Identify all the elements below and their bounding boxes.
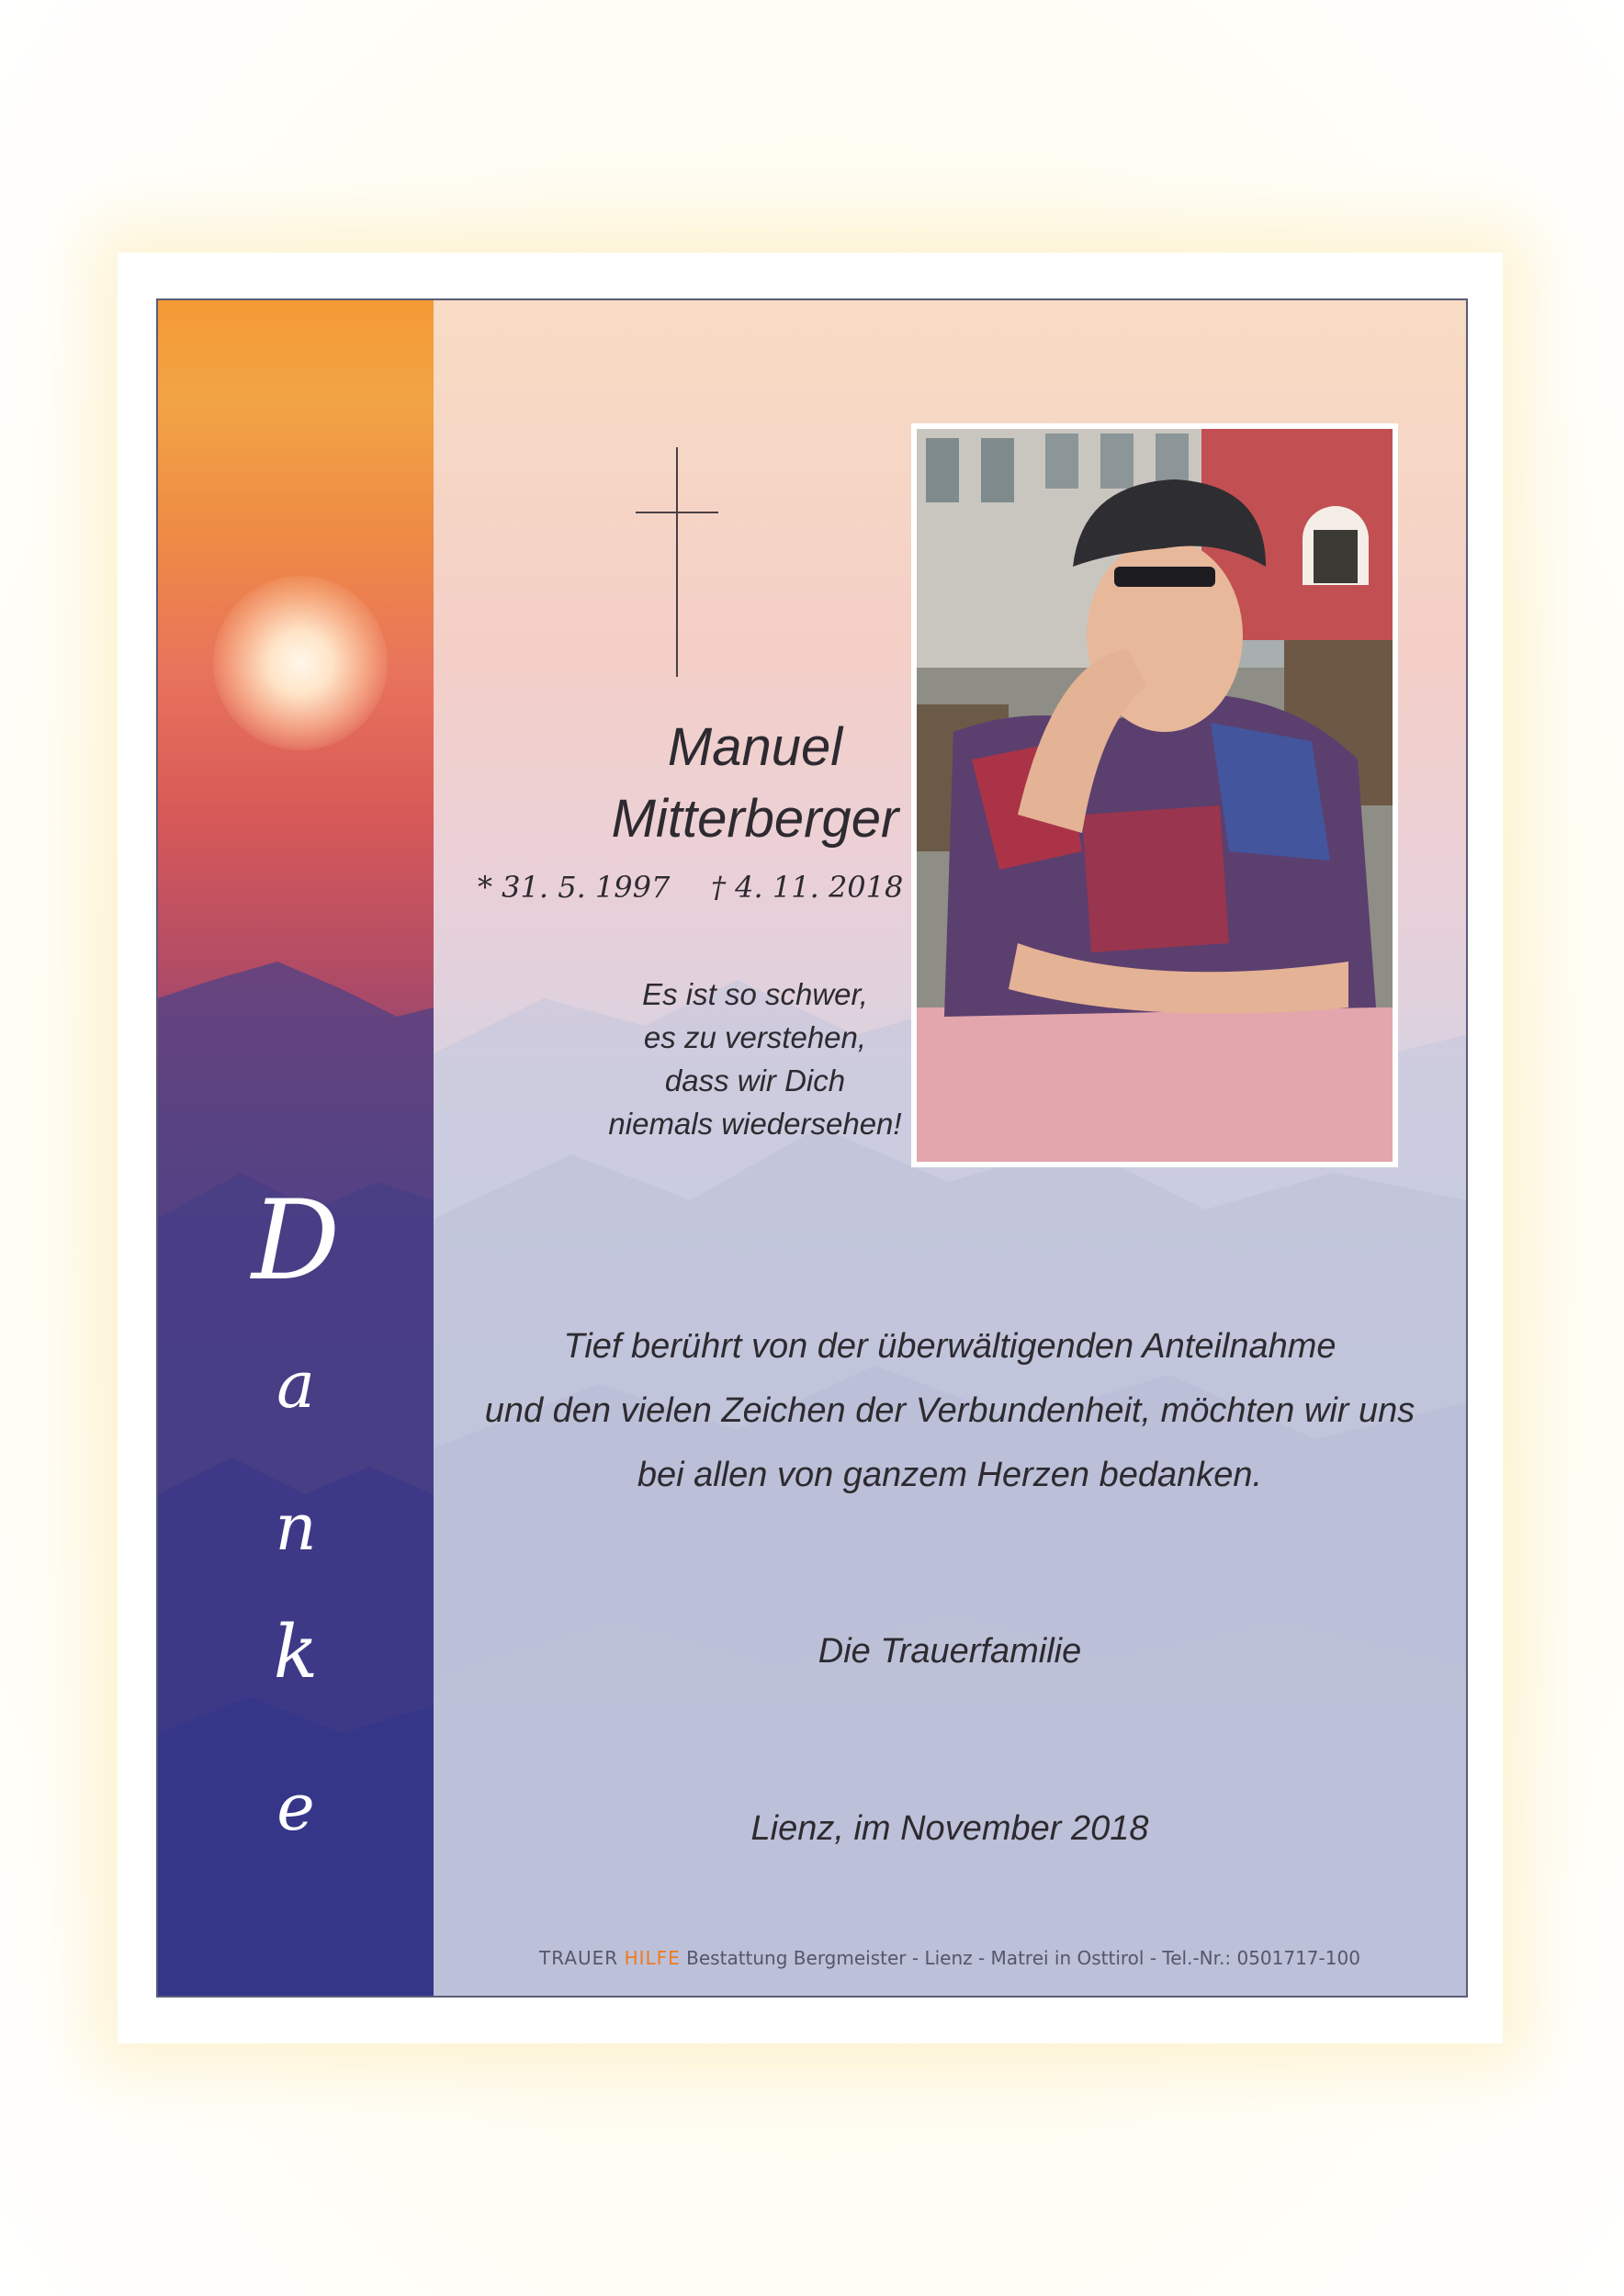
- signature: Die Trauerfamilie: [818, 1632, 1082, 1671]
- danke-letter-n: n: [275, 1490, 317, 1565]
- portrait-photo: [911, 423, 1398, 1167]
- danke-letter-d: D: [251, 1177, 341, 1305]
- verse-line: dass wir Dich: [664, 1064, 846, 1097]
- footer: [434, 1947, 1466, 1969]
- verse-line: es zu verstehen,: [643, 1020, 867, 1054]
- strip-mountains: [158, 300, 434, 1996]
- death-date: † 4. 11. 2018: [711, 870, 904, 905]
- danke-letter-k: k: [273, 1609, 319, 1694]
- thanks-line: und den vielen Zeichen der Verbundenheit, möchten wir uns: [484, 1391, 1415, 1430]
- danke-letter-e: e: [276, 1770, 315, 1845]
- obituary-card: [118, 253, 1503, 2043]
- sunset-strip: [158, 300, 434, 1996]
- thanks-line: bei allen von ganzem Herzen bedanken.: [637, 1456, 1263, 1494]
- brand-trauer: TRAUER: [539, 1947, 619, 1969]
- danke-letter-a: a: [276, 1347, 315, 1423]
- verse-line: niemals wiedersehen!: [608, 1107, 902, 1141]
- card-frame: [156, 298, 1468, 1998]
- birth-date: * 31. 5. 1997: [478, 870, 671, 905]
- verse-line: Es ist so schwer,: [642, 977, 868, 1011]
- footer-text: Bestattung Bergmeister - Lienz - Matrei in Osttirol - Tel.-Nr.: 0501717-100: [686, 1947, 1360, 1969]
- thanks-line: Tief berührt von der überwältigenden Anteilnahme: [563, 1327, 1336, 1366]
- name-first: Manuel: [667, 717, 843, 777]
- cross-icon: [636, 447, 718, 677]
- brand-hilfe: HILFE: [624, 1947, 681, 1969]
- name-last: Mitterberger: [611, 789, 899, 849]
- place-date: Lienz, im November 2018: [750, 1809, 1149, 1848]
